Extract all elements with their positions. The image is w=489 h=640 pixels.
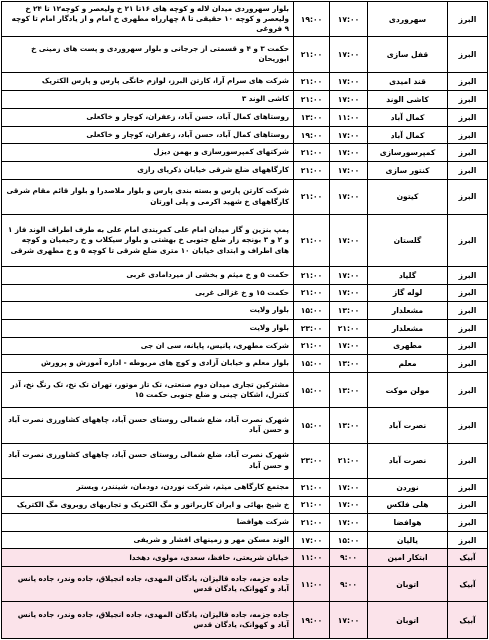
description-cell: بلوار سهروردی میدان لاله و کوچه های ۱۶تا ۲۱ خ ولیعصر و کوچه۱۲ تا ۲۴ خ ولیعصر و کوچه ۱۰ حقیقی تا ۸ چهارراه مطهری خ امام و از یادگار امام تا کوچه ۹ فروغی	[11, 3, 289, 34]
end-time-cell: ۲۱:۰۰	[293, 514, 329, 531]
province-cell: البرز	[447, 180, 487, 214]
start-time-cell: ۱۷:۰۰	[329, 267, 367, 284]
end-time-cell: ۲۱:۰۰	[293, 144, 329, 161]
province-cell: البرز	[447, 109, 487, 126]
table-row	[2, 408, 487, 443]
start-time-cell: ۱۷:۰۰	[329, 127, 367, 144]
end-time-cell: ۲۱:۰۰	[293, 162, 329, 179]
description-cell: شرکت کارتن پارس و بسته بندی پارس و بلوار ملاصدرا و بلوار قائم مقام شرقی کارگاههای خ شهید اکرمی و پلی اورتان	[6, 186, 289, 206]
description-cell: حکمت ۳ و ۴ و قسمتی از جرجانی و بلوار سهروردی و پست های زمینی خ ابوریحان	[31, 44, 289, 64]
start-time-cell: ۱۷:۰۰	[329, 73, 367, 91]
start-time-cell: ۱۵:۰۰	[329, 532, 367, 549]
end-time-cell: ۱۹:۰۰	[293, 2, 329, 36]
province-cell: آبیک	[447, 567, 487, 601]
end-time-cell: ۲۱:۰۰	[293, 497, 329, 514]
start-time-cell: ۱۷:۰۰	[329, 37, 367, 71]
start-time-cell: ۱۷:۰۰	[329, 338, 367, 355]
end-time-cell: ۱۹:۰۰	[293, 602, 329, 637]
description-cell: خیابان شریعتی، حافظ، سعدی، مولوی، دهخدا	[129, 552, 289, 562]
table-row	[2, 109, 487, 127]
area-cell: مشعلدار	[367, 320, 447, 337]
province-cell: البرز	[447, 2, 487, 36]
area-cell: معلم	[367, 355, 447, 372]
province-cell: البرز	[447, 91, 487, 108]
table-row	[2, 602, 487, 637]
province-cell: البرز	[447, 408, 487, 442]
area-cell: هلی فلکس	[367, 497, 447, 514]
description-cell: حکمت ۵ و خ میثم و بخشی از میردامادی غربی	[126, 270, 289, 280]
province-cell: البرز	[447, 215, 487, 266]
start-time-cell: ۲۱:۰۰	[329, 320, 367, 337]
description-cell: شرکتهای کمپرسورسازی و بهمن دیزل	[153, 147, 289, 157]
end-time-cell: ۲۱:۰۰	[293, 267, 329, 284]
description-cell: خ شیخ بهائی و ایران کاربراتور و مگ الکتریک و تجاریهای روبروی مگ الکتریک	[16, 499, 289, 509]
area-cell: کیتون	[367, 180, 447, 214]
start-time-cell: ۹:۰۰	[329, 567, 367, 601]
province-cell: البرز	[447, 497, 487, 514]
table-row	[2, 444, 487, 479]
area-cell: قفل سازی	[367, 37, 447, 71]
province-cell: البرز	[447, 285, 487, 302]
end-time-cell: ۲۳:۰۰	[293, 320, 329, 337]
province-cell: البرز	[447, 320, 487, 337]
outage-schedule-table	[1, 1, 488, 639]
table-row	[2, 338, 487, 356]
start-time-cell: ۱۳:۰۰	[329, 408, 367, 442]
area-cell: ابتکار امین	[367, 549, 447, 566]
start-time-cell: ۱۷:۰۰	[329, 285, 367, 302]
area-cell: مولن موکت	[367, 373, 447, 407]
end-time-cell: ۲۱:۰۰	[293, 285, 329, 302]
description-cell: بلوار ولایت	[249, 305, 289, 315]
description-cell: کاشی الوند ۳	[241, 94, 289, 104]
start-time-cell: ۱۷:۰۰	[329, 162, 367, 179]
end-time-cell: ۱۵:۰۰	[293, 408, 329, 442]
end-time-cell: ۲۱:۰۰	[293, 180, 329, 214]
description-cell: روستاهای کمال آباد، حسن آباد، زعفران، کوچار و خاکعلی	[86, 112, 289, 122]
table-row	[2, 285, 487, 303]
end-time-cell: ۱۱:۰۰	[293, 567, 329, 601]
start-time-cell: ۱۷:۰۰	[329, 144, 367, 161]
area-cell: کاشی الوند	[367, 91, 447, 108]
area-cell: کمال آباد	[367, 109, 447, 126]
province-cell: آبیک	[447, 602, 487, 637]
province-cell: البرز	[447, 127, 487, 144]
table-row	[2, 302, 487, 320]
description-cell: مشترکین تجاری میدان دوم صنعتی، تک تاز موتور، تهران تک نخ، تک رنگ نخ، آذر کنترل، اشکان چینی و ضلع جنوبی حکمت ۱۵	[10, 379, 289, 400]
table-row	[2, 497, 487, 515]
end-time-cell: ۲۱:۰۰	[293, 338, 329, 355]
description-cell: بلوار ولایت	[249, 323, 289, 332]
area-cell: نصرت آباد	[367, 408, 447, 442]
description-cell: شرکت های سرام آرا، کارتن البرز، لوازم خانگی پارس و پارس الکتریک	[41, 76, 289, 86]
table-row	[2, 37, 487, 72]
end-time-cell: ۲۱:۰۰	[293, 91, 329, 108]
start-time-cell: ۱۷:۰۰	[329, 514, 367, 531]
description-cell: کارگاههای ضلع شرقی خیابان ذکریای رازی	[137, 165, 289, 175]
area-cell: هوافضا	[367, 514, 447, 531]
table-row	[2, 127, 487, 145]
table-row	[2, 549, 487, 567]
description-cell: شرکت هوافضا	[236, 517, 289, 527]
province-cell: البرز	[447, 532, 487, 549]
end-time-cell: ۱۳:۰۰	[293, 109, 329, 126]
province-cell: البرز	[447, 479, 487, 496]
description-cell: جاده جزمه، جاده قالیزان، یادگان المهدی، جاده انجیلاق، جاده وندر، جاده یانس آباد و کهوانک، یادگان قدس	[17, 609, 289, 630]
end-time-cell: ۲۱:۰۰	[293, 73, 329, 91]
description-cell: روستاهای کمال آباد، حسن آباد، زعفران، کوچار و خاکعلی	[86, 129, 289, 139]
table-row	[2, 2, 487, 37]
area-cell: گلیاد	[367, 267, 447, 284]
description-cell: پمپ بنزین و گاز میدان امام علی کمربندی امام علی به طرف اطراف الوند فاز ۱ و ۲ و ۳ بونجه زار ضلع جنوبی خ بهشتی و بلوار سیکلاب و خ رحیمیان و کوچه های اطراف و ابتدای خیابان ۱۰ متری ضلع شرقی تا کوچه ۵ و خ مطهری شرقی	[7, 224, 289, 255]
description-cell: شهرک نصرت آباد، ضلع شمالی روستای حسن آباد، چاههای کشاورزی نصرت آباد و حسن آباد	[8, 450, 289, 470]
end-time-cell: ۱۵:۰۰	[293, 373, 329, 407]
end-time-cell: ۲۱:۰۰	[293, 215, 329, 266]
start-time-cell: ۱۱:۰۰	[329, 109, 367, 126]
area-cell: قند امیدی	[367, 73, 447, 91]
area-cell: مطهری	[367, 338, 447, 355]
province-cell: البرز	[447, 514, 487, 531]
table-row	[2, 479, 487, 497]
end-time-cell: ۱۵:۰۰	[293, 302, 329, 319]
area-cell: اتوبان	[367, 567, 447, 601]
province-cell: البرز	[447, 302, 487, 319]
start-time-cell: ۱۷:۰۰	[329, 602, 367, 637]
province-cell: البرز	[447, 338, 487, 355]
start-time-cell: ۱۳:۰۰	[329, 302, 367, 319]
start-time-cell: ۱۷:۰۰	[329, 479, 367, 496]
table-row	[2, 73, 487, 92]
end-time-cell: ۲۳:۰۰	[293, 444, 329, 478]
province-cell: البرز	[447, 73, 487, 91]
description-cell: حکمت ۱۵ و خ غزالی غربی	[195, 287, 289, 297]
province-cell: البرز	[447, 144, 487, 161]
area-cell: لوله گاز	[367, 285, 447, 302]
description-cell: مجتمع کارگاهی میثم، شرکت نوردن، دودمان، شینندر، ویستر	[76, 481, 289, 491]
area-cell: گلستان	[367, 215, 447, 266]
area-cell: اتوبان	[367, 602, 447, 637]
table-row	[2, 373, 487, 408]
table-row	[2, 180, 487, 215]
area-cell: کمال آباد	[367, 127, 447, 144]
description-cell: الوند مسکن مهر و زمینهای افشار و شریفی	[133, 534, 289, 544]
province-cell: البرز	[447, 37, 487, 71]
province-cell: البرز	[447, 162, 487, 179]
description-cell: شهرک نصرت آباد، ضلع شمالی روستای حسن آباد، چاههای کشاورزی نصرت آباد و حسن آباد	[8, 414, 289, 435]
start-time-cell: ۱۳:۰۰	[329, 373, 367, 407]
start-time-cell: ۱۷:۰۰	[329, 180, 367, 214]
table-row	[2, 215, 487, 267]
start-time-cell: ۹:۰۰	[329, 549, 367, 566]
area-cell: سهروردی	[367, 2, 447, 36]
end-time-cell: ۱۹:۰۰	[293, 127, 329, 144]
table-row	[2, 355, 487, 373]
description-cell: بلوار معلم و خیابان آزادی و کوچ های مربوطه - اداره آموزش و پرورش	[41, 358, 289, 368]
area-cell: کنتور سازی	[367, 162, 447, 179]
area-cell: یالیان	[367, 532, 447, 549]
start-time-cell: ۱۷:۰۰	[329, 497, 367, 514]
province-cell: البرز	[447, 373, 487, 407]
start-time-cell: ۱۷:۰۰	[329, 2, 367, 36]
table-row	[2, 267, 487, 285]
end-time-cell: ۱۷:۰۰	[293, 532, 329, 549]
table-row	[2, 162, 487, 180]
table-row	[2, 320, 487, 338]
area-cell: نوردن	[367, 479, 447, 496]
start-time-cell: ۱۳:۰۰	[329, 355, 367, 372]
area-cell: نصرت آباد	[367, 444, 447, 478]
table-row	[2, 532, 487, 550]
table-row	[2, 144, 487, 162]
table-row	[2, 514, 487, 532]
end-time-cell: ۲۱:۰۰	[293, 37, 329, 71]
province-cell: البرز	[447, 355, 487, 372]
province-cell: البرز	[447, 444, 487, 478]
start-time-cell: ۲۱:۰۰	[329, 444, 367, 478]
province-cell: آبیک	[447, 549, 487, 566]
table-row	[2, 567, 487, 602]
description-cell: شرکت مطهری، پانیس، پایانه، سی ان جی	[140, 340, 289, 350]
province-cell: البرز	[447, 267, 487, 284]
area-cell: مشعلدار	[367, 302, 447, 319]
end-time-cell: ۱۵:۰۰	[293, 355, 329, 372]
area-cell: کمپرسورسازی	[367, 144, 447, 161]
table-row	[2, 91, 487, 109]
end-time-cell: ۲۱:۰۰	[293, 479, 329, 496]
start-time-cell: ۱۷:۰۰	[329, 215, 367, 266]
start-time-cell: ۱۷:۰۰	[329, 91, 367, 108]
description-cell: جاده جزمه، جاده قالیزان، یادگان المهدی، جاده انجیلاق، جاده وندر، جاده یانس آباد و کهوانک، یادگان قدس	[17, 573, 289, 594]
end-time-cell: ۱۱:۰۰	[293, 549, 329, 566]
